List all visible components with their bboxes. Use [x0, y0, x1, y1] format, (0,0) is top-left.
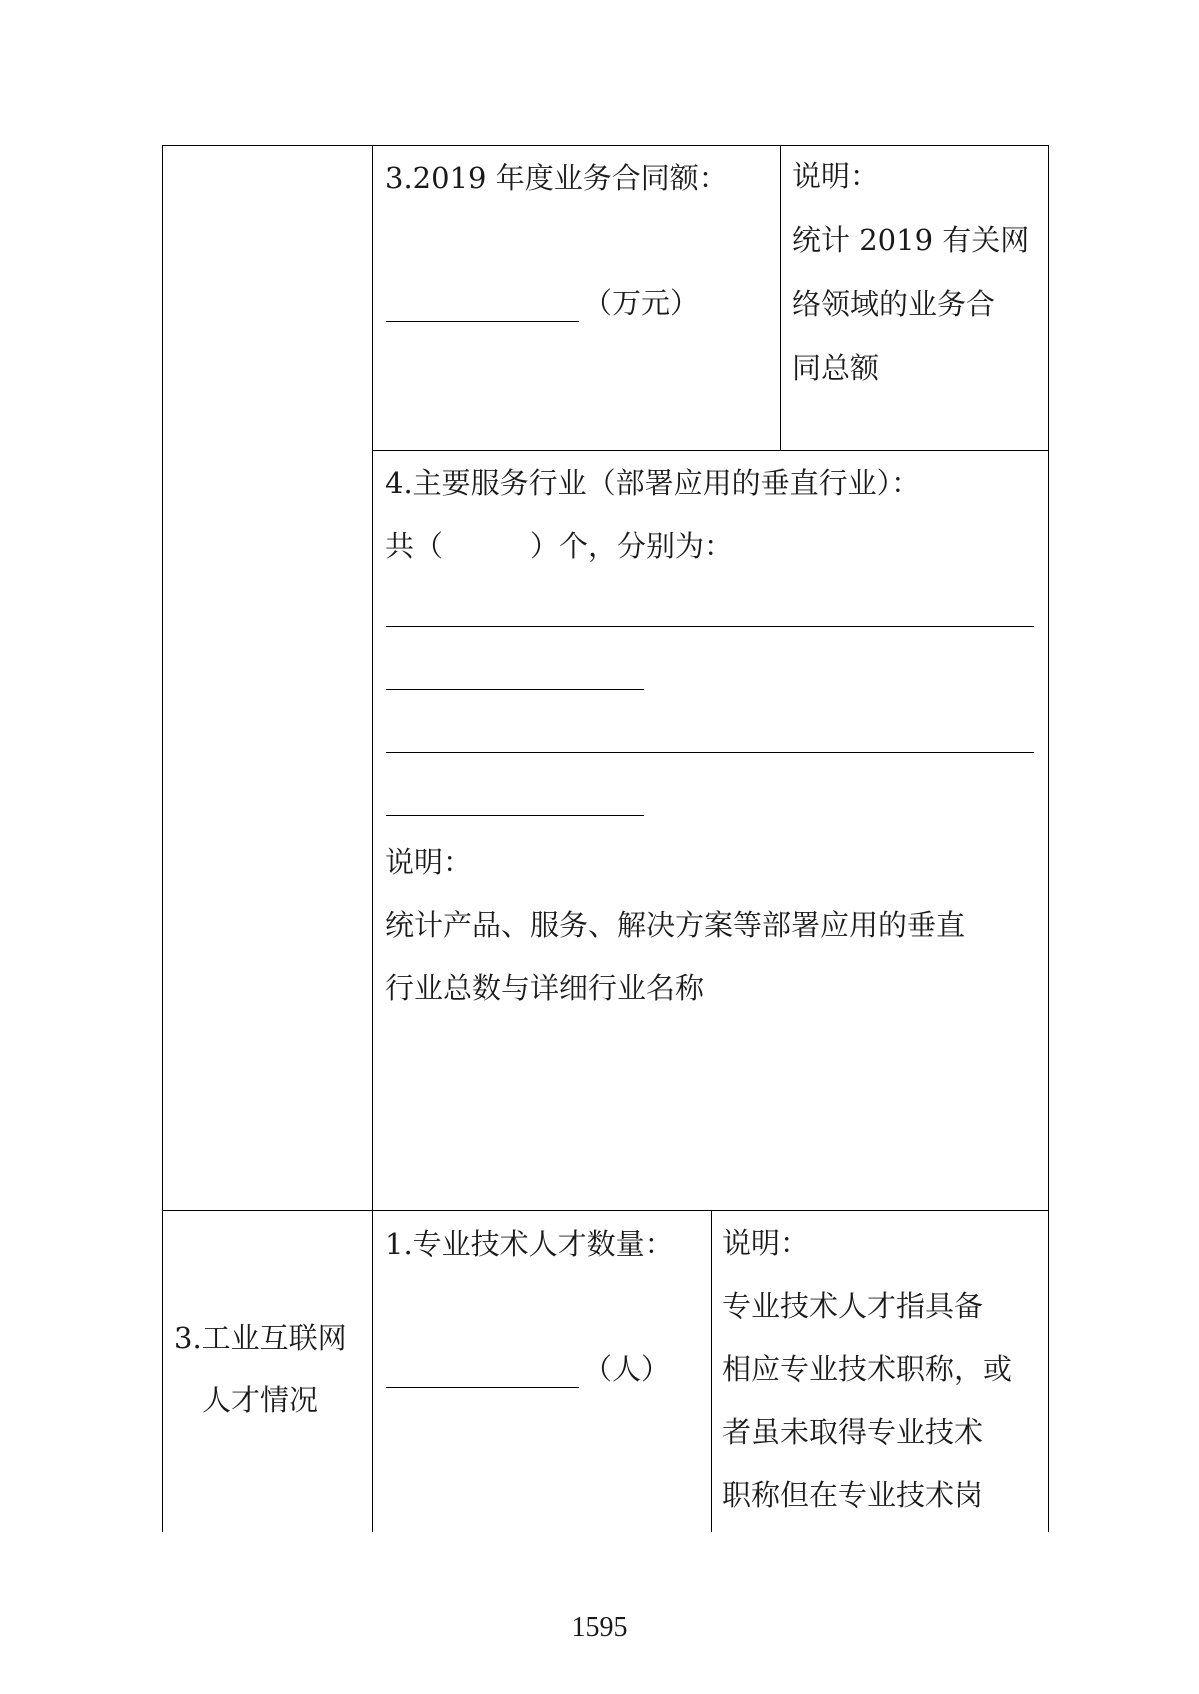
section-row-divider [162, 1210, 1049, 1211]
table-right-border [1048, 145, 1049, 1532]
page-number: 1595 [571, 1612, 628, 1643]
contract-note-line: 统计 2019 有关网 [792, 223, 1030, 257]
talent-count-blank[interactable] [386, 1387, 579, 1388]
contract-amount-unit: （万元） [583, 286, 700, 320]
contract-amount-blank[interactable] [386, 321, 579, 322]
industries-blank-line[interactable] [386, 689, 644, 690]
industries-blank-line[interactable] [386, 815, 644, 816]
contract-note-heading: 说明： [792, 159, 880, 193]
industries-blank-line[interactable] [386, 626, 1034, 627]
industries-title: 4.主要服务行业（部署应用的垂直行业）： [385, 466, 921, 500]
talent-section-label: 3.工业互联网 [174, 1321, 347, 1355]
contract-amount-title: 3.2019 年度业务合同额： [385, 161, 728, 195]
item3-note-divider [780, 145, 781, 450]
contract-note-line: 络领域的业务合 [792, 287, 996, 321]
industries-blank-line[interactable] [386, 752, 1034, 753]
talent-count-unit: （人） [583, 1352, 671, 1386]
label-column-divider [372, 145, 373, 1532]
talent-note-heading: 说明： [722, 1226, 810, 1260]
talent-note-line: 者虽未取得专业技术 [722, 1415, 984, 1449]
industries-count-line: 共（ ）个，分别为： [385, 529, 734, 563]
talent-note-divider [711, 1210, 712, 1532]
industries-note-heading: 说明： [385, 845, 473, 879]
talent-note-line: 专业技术人才指具备 [722, 1289, 984, 1323]
industries-note-line: 行业总数与详细行业名称 [385, 971, 705, 1005]
talent-section-label: 人才情况 [202, 1383, 319, 1417]
talent-note-line: 相应专业技术职称，或 [722, 1352, 1013, 1386]
talent-note-line: 职称但在专业技术岗 [722, 1478, 984, 1512]
talent-count-title: 1.专业技术人才数量： [385, 1227, 674, 1261]
table-left-border [162, 145, 163, 1532]
industries-note-line: 统计产品、服务、解决方案等部署应用的垂直 [385, 908, 966, 942]
contract-note-line: 同总额 [792, 351, 880, 385]
